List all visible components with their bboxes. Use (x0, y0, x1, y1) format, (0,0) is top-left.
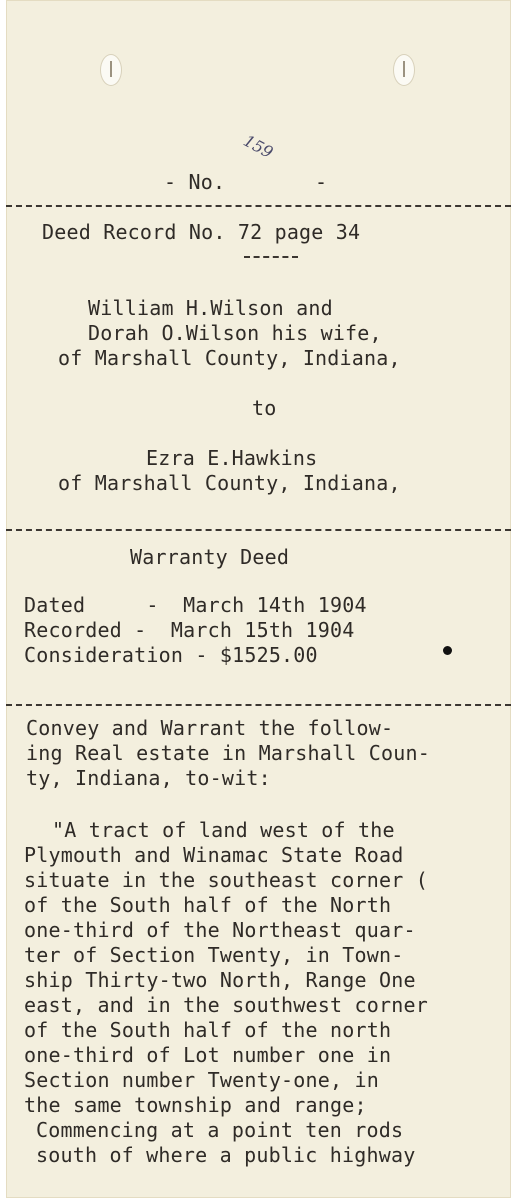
description-line-9: of the South half of the north (24, 1018, 392, 1042)
grantor-line-3: of Marshall County, Indiana, (58, 346, 401, 370)
grantor-line-1: William H.Wilson and (88, 296, 333, 320)
description-line-2: Plymouth and Winamac State Road (24, 843, 404, 867)
description-line-11: Section number Twenty-one, in (24, 1068, 379, 1092)
dated-line: Dated - March 14th 1904 (24, 593, 367, 617)
description-line-13: Commencing at a point ten rods (36, 1118, 404, 1142)
body-line-2: ing Real estate in Marshall Coun- (26, 741, 430, 765)
record-number-dash: - (315, 170, 328, 194)
grantee-line-1: Ezra E.Hawkins (146, 446, 318, 470)
reference-underline (244, 256, 298, 258)
description-line-6: ter of Section Twenty, in Town- (24, 943, 404, 967)
body-line-3: ty, Indiana, to-wit: (26, 766, 271, 790)
grantor-line-2: Dorah O.Wilson his wife, (88, 321, 382, 345)
description-line-8: east, and in the southwest corner (24, 993, 428, 1017)
divider-lower (6, 704, 511, 706)
record-number-label: - No. (164, 170, 226, 194)
divider-middle (6, 529, 511, 531)
description-line-5: one-third of the Northeast quar- (24, 918, 416, 942)
punch-hole-left (100, 54, 122, 86)
description-line-3: situate in the southeast corner ( (24, 868, 428, 892)
description-line-12: the same township and range; (24, 1093, 367, 1117)
description-line-7: ship Thirty-two North, Range One (24, 968, 416, 992)
ink-dot (443, 646, 452, 655)
handwritten-number: 159 (240, 130, 277, 163)
connector-to: to (252, 396, 277, 420)
deed-record-reference: Deed Record No. 72 page 34 (42, 220, 361, 244)
body-line-1: Convey and Warrant the follow- (26, 716, 394, 740)
deed-type: Warranty Deed (130, 545, 290, 569)
divider-top (6, 205, 511, 207)
description-line-10: one-third of Lot number one in (24, 1043, 392, 1067)
description-line-14: south of where a public highway (36, 1143, 416, 1167)
grantee-line-2: of Marshall County, Indiana, (58, 471, 401, 495)
description-line-4: of the South half of the North (24, 893, 392, 917)
consideration-line: Consideration - $1525.00 (24, 643, 318, 667)
description-line-1: "A tract of land west of the (52, 818, 395, 842)
deed-record-card (6, 0, 511, 1198)
punch-hole-right (393, 54, 415, 86)
recorded-line: Recorded - March 15th 1904 (24, 618, 355, 642)
